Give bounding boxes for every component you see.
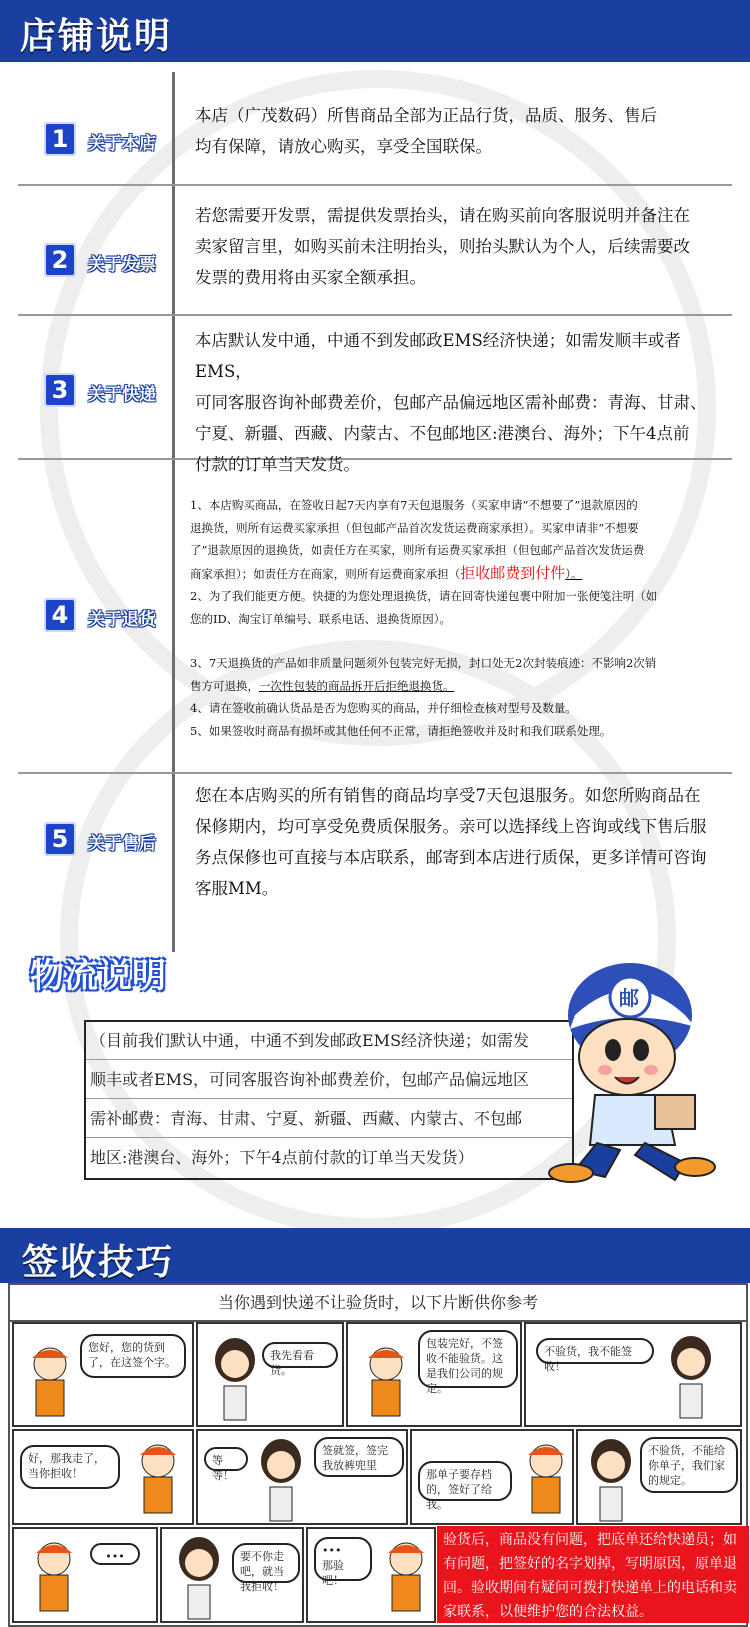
girl-figure xyxy=(586,1439,636,1525)
girl-figure xyxy=(666,1336,716,1422)
row-label: 关于发票 xyxy=(88,255,156,275)
row-text: 本店（广茂数码）所售商品全部为正品行货，品质、服务、售后 均有保障，请放心购买，享受全国联保。 xyxy=(195,106,657,156)
courier-figure xyxy=(22,1344,78,1424)
badge-number: 1 xyxy=(44,122,76,156)
comic-panel: 要不你走吧，就当我拒收！ xyxy=(160,1527,304,1623)
row-text: 本店默认发中通，中通不到发邮政EMS经济快递；如需发顺丰或者EMS， 可同客服咨询补邮费差价，包邮产品偏远地区需补邮费：青海、甘肃、 宁夏、新疆、西藏、内蒙古、不包邮地区:港澳台、海外；下午4点前 付款的订单当天发货。 xyxy=(195,331,707,474)
courier-figure xyxy=(130,1441,186,1521)
badge-number: 3 xyxy=(44,373,76,407)
courier-figure xyxy=(378,1539,434,1619)
comic-panel: 不验货，我不能签收！ xyxy=(524,1322,742,1427)
girl-figure xyxy=(210,1338,260,1424)
comic-panel: ••• xyxy=(12,1527,158,1623)
comic-panel: ••• 那验吧！ xyxy=(306,1527,436,1623)
comic-panel: 包装完好，不签收不能验货。这是我们公司的规定。 xyxy=(346,1322,522,1427)
row-text: 若您需要开发票，需提供发票抬头，请在购买前向客服说明并备注在 卖家留言里，如购买前未注明抬头，则抬头默认为个人，后续需要改 发票的费用将由买家全额承担。 xyxy=(195,206,690,287)
courier-mascot xyxy=(535,945,740,1185)
comic-panel: 不验货，不能给你单子，我们家的规定。 xyxy=(576,1429,742,1525)
logistics-box: （目前我们默认中通，中通不到发邮政EMS经济快递；如需发 顺丰或者EMS，可同客服咨询补邮费差价，包邮产品偏远地区 需补邮费：青海、甘肃、宁夏、新疆、西藏、内蒙古、不包邮 地区:港澳台、海外；下午4点前付款的订单当天发货） xyxy=(84,1020,574,1180)
comic-panel: 好，那我走了，当你拒收！ xyxy=(12,1429,194,1525)
sign-note: 验货后，商品没有问题，把底单还给快递员；如有问题，把签好的名字划掉，写明原因，原单退回。验收期间有疑问可拨打快递单上的电话和卖家联系，以便维护您的合法权益。 xyxy=(437,1526,749,1623)
row-text: 您在本店购买的所有销售的商品均享受7天包退服务。如您所购商品在 保修期内，均可享受免费质保服务。亲可以选择线上咨询或线下售后服 务点保修也可直接与本店联系，邮寄到本店进行质保，更多详情可咨询 客服MM。 xyxy=(195,786,707,898)
section-title-sign: 签收技巧 xyxy=(22,1242,175,1283)
comic-panel: 我先看看货。 xyxy=(196,1322,344,1427)
comic-header: 当你遇到快递不让验货时，以下片断供你参考 xyxy=(10,1285,746,1322)
comic-panel: 那单子要存档的，签好了给我。 xyxy=(410,1429,574,1525)
store-header-band xyxy=(0,0,750,62)
girl-figure xyxy=(174,1537,224,1623)
row-label: 关于本店 xyxy=(88,134,156,154)
row-label: 关于售后 xyxy=(88,834,156,854)
badge-number: 5 xyxy=(44,822,76,856)
comic-panel: 等等！ 签就签，签完我放裤兜里 xyxy=(196,1429,408,1525)
section-title-store: 店铺说明 xyxy=(20,16,173,57)
sign-header-band xyxy=(0,1228,750,1283)
badge-number: 4 xyxy=(44,598,76,632)
returns-text: 1、本店购买商品，在签收日起7天内享有7天包退服务（买家申请“不想要了”退款原因的 退换货，则所有运费买家承担（但包邮产品首次发货运费商家承担）。买家申请非“不想要 了”退款原因的退换货，如责任方在买家，则所有运费买家承担（但包邮产品首次发货运费 商家承担）；如责任方在商家，则所有运费商家承担（拒收邮费到付件）。 2、为了我们能更方便。快捷的为您处理退换货，请在回寄快递包裹中附加一张便笺注明（如 您的ID、淘宝订单编号、联系电话、退换货原因）。 3、7天退换货的产品如非质量问题须外包装完好无损，封口处无2次封装痕迹：不影响2次销 售方可退换，一次性包装的商品拆开后拒绝退换货。 4、请在签收前确认货品是否为您购买的商品，并仔细检查核对型号及数量。 5、如果签收时商品有损坏或其他任何不正常，请拒绝签收并及时和我们联系处理。 xyxy=(190,498,658,738)
underline-note: 一次性包装的商品拆开后拒绝退换货。 xyxy=(259,678,455,693)
mascot-cap-char: 邮 xyxy=(619,986,639,1010)
comic-panel: 您好，您的货到了，在这签个字。 xyxy=(12,1322,194,1427)
row-label: 关于快递 xyxy=(88,385,156,405)
girl-figure xyxy=(256,1439,306,1525)
section-title-logistics: 物流说明 xyxy=(30,956,166,996)
courier-figure xyxy=(26,1539,82,1619)
red-note: 拒收邮费到付件 xyxy=(460,563,566,582)
row-label: 关于退货 xyxy=(88,610,156,630)
badge-number: 2 xyxy=(44,243,76,277)
courier-figure xyxy=(358,1344,414,1424)
courier-figure xyxy=(518,1441,574,1521)
